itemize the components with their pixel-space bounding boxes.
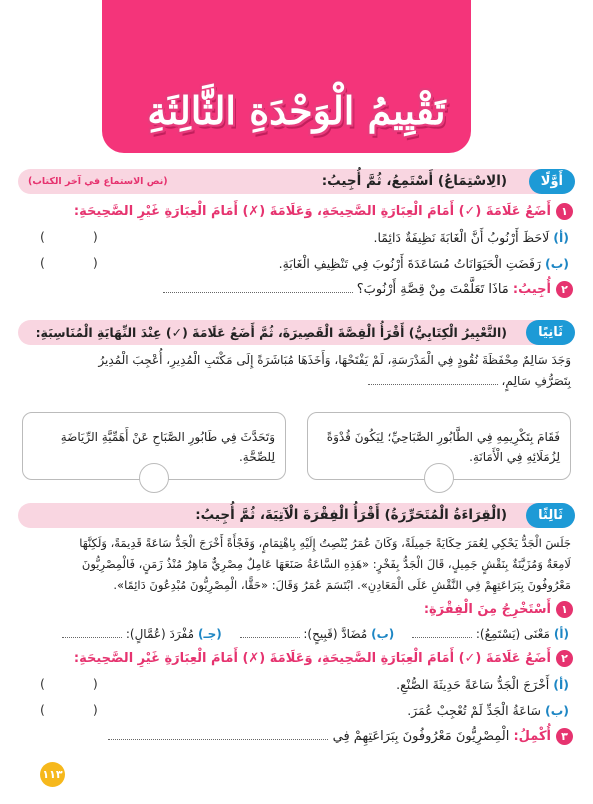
- s3-answer-box-b[interactable]: ( ): [40, 702, 120, 717]
- s3-paragraph: جَلَسَ الْجَدُّ يَحْكِي لِعُمَرَ حِكَايَةً جَمِيلَةً، وَكَانَ عُمَرُ يُنْصِتُ إِلَيْهِ بِاهْتِمَامٍ، وَفَجْأَةً أَخْرَجَ الْجَدُّ سَاعَةً قَدِيمَةً، وَلَكِنَّهَا لَامِعَةٌ وَمُزَيَّنَةٌ بِنَقْشٍ جَمِيلٍ، قَالَ الْجَدُّ بِفَخْرٍ: «هَذِهِ السَّاعَةُ صَنَعَهَا عَامِلٌ مِصْرِيٌّ مَاهِرٌ مُنْذُ زَمَنٍ، فَالْمِصْرِيُّونَ مَعْرُوفُونَ بِبَرَاعَتِهِمْ فِي النَّقْشِ عَلَى الْمَعَادِنِ». ابْتَسَمَ عُمَرُ وَقَالَ: «حَقًّا، الْمِصْرِيُّونَ مُبْدِعُونَ دَائِمًا».: [79, 536, 571, 592]
- s1-q1-number: ١: [556, 203, 573, 220]
- section-3-header: ثَالِثًا (الْقِرَاءَةُ الْمُتَحَرِّرَةُ) أَقْرَأُ الْفِقْرَةَ الْآتِيَةَ، ثُمَّ أُجِيبُ:: [18, 503, 575, 528]
- s3-answer-box-a[interactable]: ( ): [40, 676, 120, 691]
- section-3-title: (الْقِرَاءَةُ الْمُتَحَرِّرَةُ) أَقْرَأُ الْفِقْرَةَ الْآتِيَةَ، ثُمَّ أُجِيبُ:: [195, 507, 507, 523]
- s3-question-1: ١أَسْتَخْرِجُ مِنَ الْفِقْرَةِ:: [20, 601, 573, 619]
- s1-item-a: (أ)لَاحَظَ أَرْنُوبُ أَنَّ الْغَابَةَ نَظِيفَةٌ دَائِمًا.: [373, 230, 569, 245]
- s3-statement-b: (ب)سَاعَةُ الْجَدِّ لَمْ تُعْجِبْ عُمَرَ.: [407, 703, 569, 718]
- ending-option-1[interactable]: فَقَامَ بِتَكْرِيمِهِ فِي الطَّابُورِ الصَّبَاحِيِّ؛ لِيَكُونَ قُدْوَةً لِزُمَلَائِهِ فِي الْأَمَانَةِ.: [307, 412, 571, 480]
- s1-q1-text: أَضَعُ عَلَامَةَ (✓) أَمَامَ الْعِبَارَةِ الصَّحِيحَةِ، وَعَلَامَةَ (✗) أَمَامَ الْعِبَارَةِ غَيْرِ الصَّحِيحَةِ:: [73, 204, 551, 219]
- section-1-note: (نص الاستماع في آخر الكتاب): [28, 176, 168, 187]
- s3-question-2: ٢أَضَعُ عَلَامَةَ (✓) أَمَامَ الْعِبَارَةِ الصَّحِيحَةِ، وَعَلَامَةَ (✗) أَمَامَ الْعِبَارَةِ غَيْرِ الصَّحِيحَةِ:: [20, 650, 573, 668]
- ending-2-check-circle[interactable]: [139, 463, 169, 493]
- s1-answer-box-b[interactable]: ( ): [40, 255, 120, 270]
- page-number-badge: ١١٣: [40, 762, 65, 787]
- section-2-title: (التَّعْبِيرُ الْكِتَابِيُّ) أَقْرَأُ الْقِصَّةَ الْقَصِيرَةَ، ثُمَّ أَضَعُ عَلَامَةَ (✓) عِنْدَ النِّهَايَةِ الْمُنَاسِبَةِ:: [35, 325, 507, 340]
- s1-item-b: (ب)رَفَضَتِ الْحَيَوَانَاتُ مُسَاعَدَةَ أَرْنُوبَ فِي تَنْظِيفِ الْغَابَةِ.: [278, 256, 569, 271]
- ending-1-check-circle[interactable]: [424, 463, 454, 493]
- s2-story: وَجَدَ سَالِمٌ مِحْفَظَةَ نُقُودٍ فِي الْمَدْرَسَةِ، لَمْ يَفْتَحْهَا، وَأَخَذَهَا مُبَاشَرَةً إِلَى مَكْتَبِ الْمُدِيرِ، أُعْجِبَ الْمُدِيرُ بِتَصَرُّفِ سَالِمٍ،: [98, 353, 571, 388]
- s3-statement-a: (أ)أَخْرَجَ الْجَدُّ سَاعَةً حَدِيثَةَ الصُّنْعِ.: [396, 677, 569, 692]
- s3-question-3: ٣أُكْمِلُ: الْمِصْرِيُّونَ مَعْرُوفُونَ بِبَرَاعَتِهِمْ فِي: [20, 727, 573, 746]
- s1-question-2: ٢أُجِيبُ: مَاذَا تَعَلَّمْتَ مِنْ قِصَّةِ أَرْنُوبَ؟: [20, 280, 573, 299]
- section-1-header: [18, 169, 575, 194]
- s1-question-1: [20, 203, 573, 221]
- ending-option-2[interactable]: وَتَحَدَّثَ فِي طَابُورِ الصَّبَاحِ عَنْ أَهَمِّيَّةِ الرِّيَاضَةِ لِلصِّحَّةِ.: [22, 412, 286, 480]
- s1-answer-box-a[interactable]: ( ): [40, 229, 120, 244]
- s3-extract-items: (أ)مَعْنَى (يَسْتَمِعُ): (ب)مُضَادَّ (قَبِيحٍ): (جـ)مُفْرَدَ (عُمَّالٍ):: [20, 625, 569, 643]
- section-1-number: أَوَّلًا: [529, 169, 575, 194]
- page-title: تَقْيِيمُ الْوَحْدَةِ الثَّالِثَةِ: [147, 88, 446, 133]
- section-1-title: (الِاسْتِمَاعُ) أَسْتَمِعُ، ثُمَّ أُجِيبُ:: [321, 173, 507, 189]
- section-2-header: ثَانِيًا (التَّعْبِيرُ الْكِتَابِيُّ) أَقْرَأُ الْقِصَّةَ الْقَصِيرَةَ، ثُمَّ أَضَعُ عَلَامَةَ (✓) عِنْدَ النِّهَايَةِ الْمُنَاسِبَةِ:: [18, 320, 575, 345]
- s3-q3-answer-line[interactable]: [108, 727, 328, 740]
- s1-q2-answer-line[interactable]: [163, 280, 353, 293]
